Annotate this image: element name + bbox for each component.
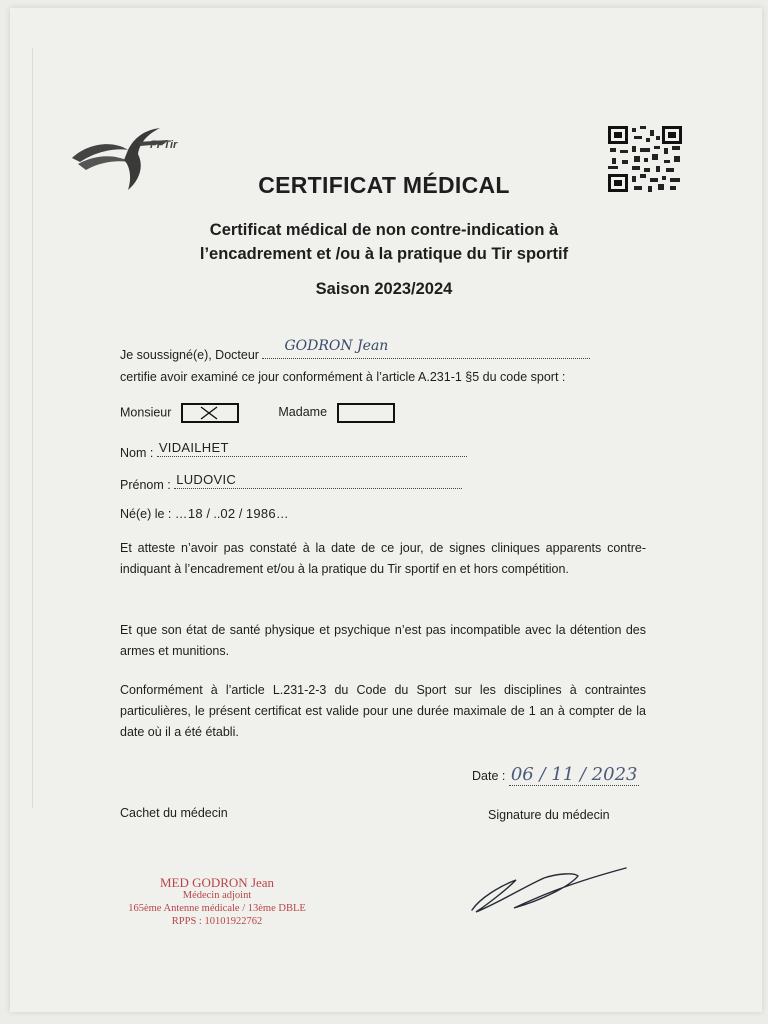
prenom-field[interactable] [174,474,462,489]
doctor-stamp [120,876,314,928]
doctor-label: Je soussigné(e), Docteur [120,348,259,362]
birth-label: Né(e) le : [120,507,172,521]
cachet-label: Cachet du médecin [120,806,228,820]
gender-row [120,403,395,423]
nom-line [120,442,467,460]
attestation-paragraph: Et atteste n’avoir pas constaté à la date de ce jour, de signes cliniques apparents contre-indiquant à l’encadrement et/ou à la pratique du Tir sportif en et hors compétition. [120,541,646,576]
monsieur-label: Monsieur [120,405,172,420]
checkbox-cross-icon [183,405,237,421]
stamp-line-3: 165ème Antenne médicale / 13ème DBLE [128,903,306,914]
prenom-line [120,474,462,492]
date-value[interactable]: 06 / 11 / 2023 [510,764,638,785]
validity-paragraph: Conformément à l’article L.231-2-3 du Code du Sport sur les disciplines à contraintes particulières, le présent certificat est valide pour une durée maximale de 1 an à compter de la date où il a été établi. [120,683,646,739]
madame-label: Madame [278,405,328,420]
signature-label: Signature du médecin [488,808,610,822]
birth-day[interactable]: 18 [187,506,203,521]
doctor-signature [466,864,636,920]
subtitle-line-1: Certificat médical de non contre-indication à [209,221,559,239]
date-line [472,764,639,785]
subtitle-line-2: l’encadrement et /ou à la pratique du Tir sportif [199,245,569,263]
monsieur-checkbox[interactable] [181,403,239,423]
birth-month[interactable]: 02 [220,506,236,521]
nom-value: VIDAILHET [158,440,229,455]
madame-checkbox[interactable] [337,403,395,423]
logo-text: FFTir [150,139,178,151]
birth-year[interactable]: 1986 [245,506,276,521]
nom-label: Nom : [120,446,154,460]
prenom-value: LUDOVIC [176,472,237,487]
doctor-line [120,338,590,362]
certify-line: certifie avoir examiné ce jour conformément à l’article A.231-1 §5 du code sport : [120,370,566,384]
stamp-line-1: MED GODRON Jean [159,875,275,890]
prenom-label: Prénom : [120,478,171,492]
page-title: CERTIFICAT MÉDICAL [258,172,510,198]
season-title: Saison 2023/2024 [315,280,453,298]
date-label: Date : [472,769,506,783]
stamp-line-2: Médecin adjoint [182,890,252,901]
paper-fold [32,48,33,808]
birth-line: Né(e) le : …18 / ..02 / 1986… [120,506,289,521]
stamp-line-4: RPPS : 10101922762 [171,916,263,927]
doctor-name-field[interactable] [262,338,590,359]
subtitle [0,218,768,266]
health-paragraph: Et que son état de santé physique et psychique n’est pas incompatible avec la détention des armes et munitions. [120,623,646,658]
doctor-name-value: GODRON Jean [284,338,389,354]
nom-field[interactable] [157,442,467,457]
